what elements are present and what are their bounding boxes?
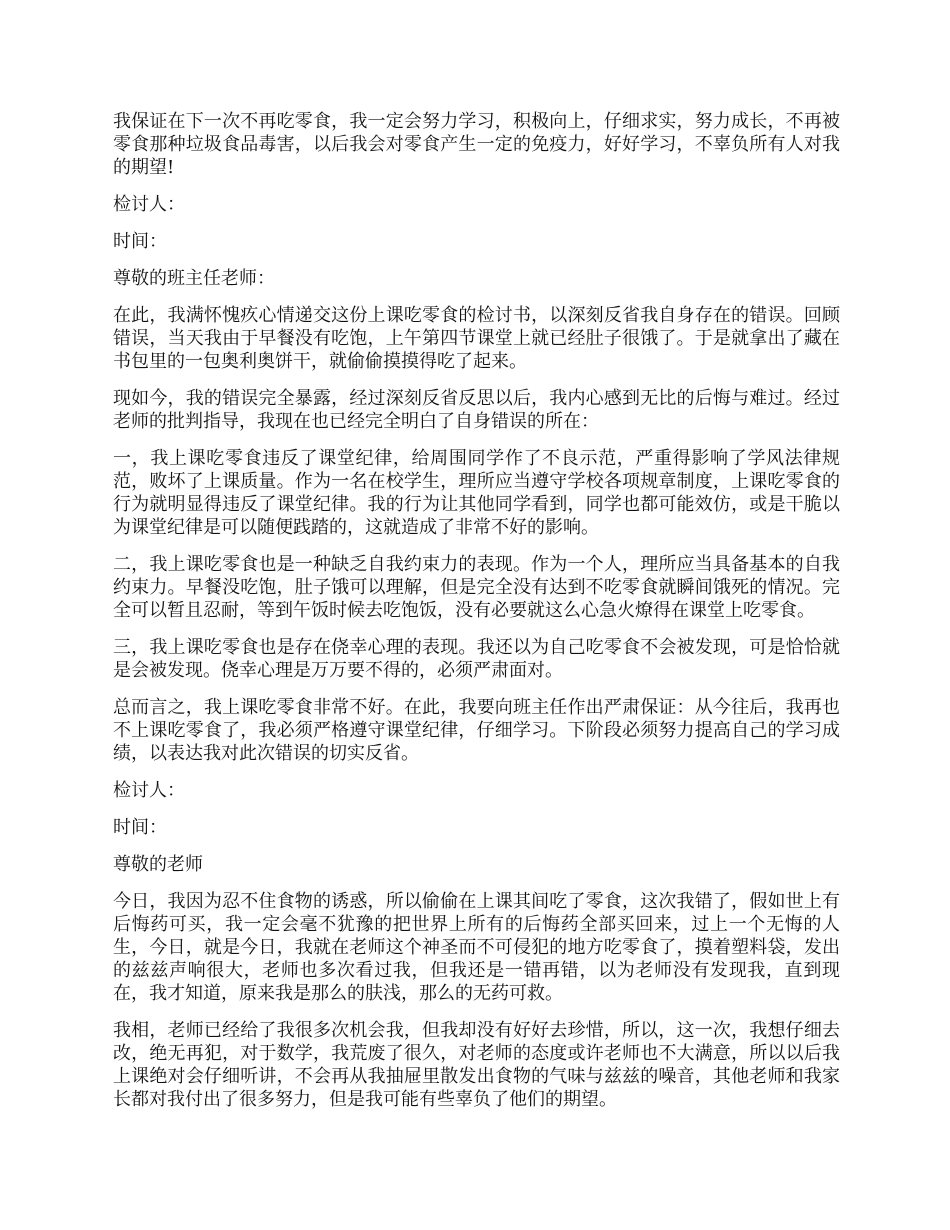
paragraph-pledge: 我保证在下一次不再吃零食，我一定会努力学习，积极向上，仔细求实，努力成长，不再被零食那种垃圾食品毒害，以后我会对零食产生一定的免疫力，好好学习，不辜负所有人对我的期望! <box>113 111 840 178</box>
paragraph-confession: 今日，我因为忍不住食物的诱惑，所以偷偷在上课其间吃了零食，这次我错了，假如世上有后悔药可买，我一定会毫不犹豫的把世界上所有的后悔药全部买回来，过上一个无悔的人生，今日，就是今日，我就在老师这个神圣而不可侵犯的地方吃零食了，摸着塑料袋，发出的兹兹声响很大，老师也多次看过我，但我还是一错再错，以为老师没有发现我，直到现在，我才知道，原来我是那么的肤浅，那么的无药可救。 <box>113 891 840 1004</box>
paragraph-point-two: 二，我上课吃零食也是一种缺乏自我约束力的表现。作为一个人，理所应当具备基本的自我约束力。早餐没吃饱，肚子饿可以理解，但是完全没有达到不吃零食就瞬间饿死的情况。完全可以暂且忍耐，等到午饭时候去吃饱饭，没有必要就这么心急火燎得在课堂上吃零食。 <box>113 554 840 621</box>
date-line-1: 时间： <box>113 231 167 252</box>
paragraph-point-three: 三，我上课吃零食也是存在侥幸心理的表现。我还以为自己吃零食不会被发现，可是恰恰就是会被发现。侥幸心理是万万要不得的，必须严肃面对。 <box>113 637 840 681</box>
paragraph-promise: 我相，老师已经给了我很多次机会我，但我却没有好好去珍惜，所以，这一次，我想仔细去改，绝无再犯，对于数学，我荒废了很久，对老师的态度或许老师也不大满意，所以以后我上课绝对会仔细听讲，不会再从我抽屉里散发出食物的气味与兹兹的噪音，其他老师和我家长都对我付出了很多努力，但是我可能有些辜负了他们的期望。 <box>113 1020 840 1110</box>
paragraph-point-one: 一，我上课吃零食违反了课堂纪律，给周围同学作了不良示范，严重得影响了学风法律规范，败坏了上课质量。作为一名在校学生，理所应当遵守学校各项规章制度，上课吃零食的行为就明显得违反了课堂纪律。我的行为让其他同学看到，同学也都可能效仿，或是干脆以为课堂纪律是可以随便践踏的，这就造成了非常不好的影响。 <box>113 448 840 538</box>
paragraph-intro: 在此，我满怀愧疚心情递交这份上课吃零食的检讨书，以深刻反省我自身存在的错误。回顾错误，当天我由于早餐没有吃饱，上午第四节课堂上就已经肚子很饿了。于是就拿出了藏在书包里的一包奥利奥饼干，就偷偷摸摸得吃了起来。 <box>113 305 840 372</box>
date-line-2: 时间： <box>113 817 167 838</box>
signature-line-reviewer-2: 检讨人： <box>113 780 185 801</box>
document-page <box>113 110 840 1125</box>
paragraph-conclusion: 总而言之，我上课吃零食非常不好。在此，我要向班主任作出严肃保证：从今往后，我再也不上课吃零食了，我必须严格遵守课堂纪律，仔细学习。下阶段必须努力提高自己的学习成绩，以表达我对此次错误的切实反省。 <box>113 697 840 764</box>
signature-line-reviewer-1: 检讨人： <box>113 194 185 215</box>
salutation-homeroom-teacher: 尊敬的班主任老师： <box>113 268 275 289</box>
salutation-teacher: 尊敬的老师 <box>113 854 203 875</box>
paragraph-reflection: 现如今，我的错误完全暴露，经过深刻反省反思以后，我内心感到无比的后悔与难过。经过老师的批判指导，我现在也已经完全明白了自身错误的所在： <box>113 388 840 432</box>
